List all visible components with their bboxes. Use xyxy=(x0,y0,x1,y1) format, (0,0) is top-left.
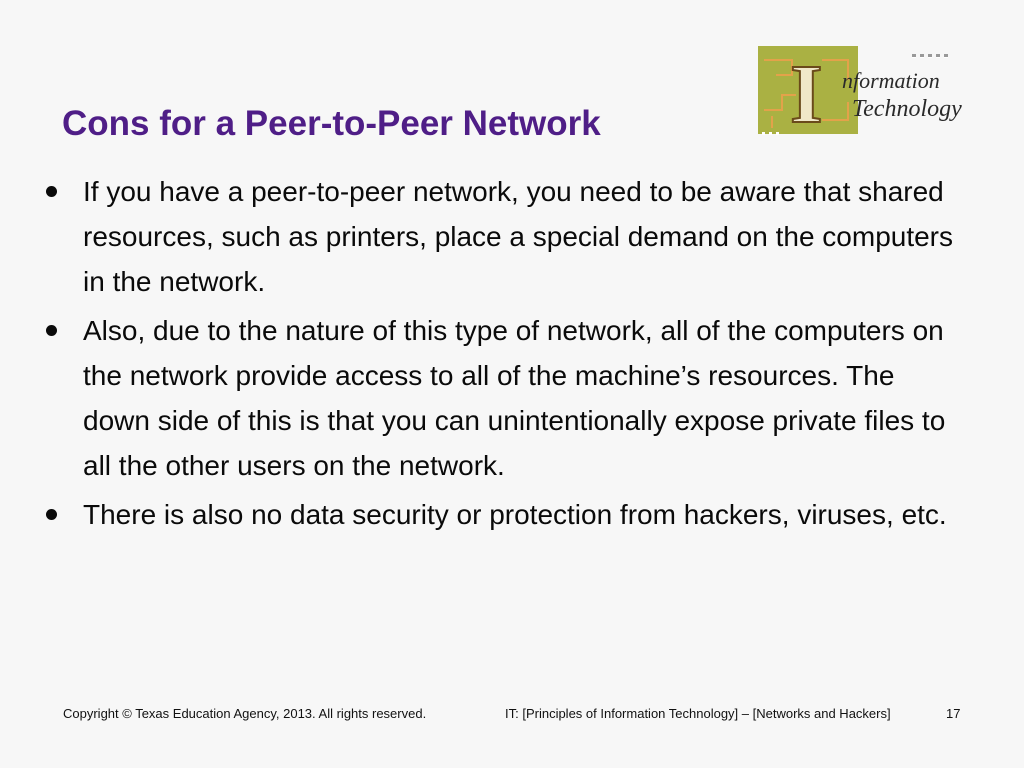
bullet-icon xyxy=(46,509,57,520)
logo-word-1: nformation xyxy=(842,68,940,93)
bullet-item xyxy=(44,169,964,304)
bullet-icon xyxy=(46,186,57,197)
slide-title: Cons for a Peer-to-Peer Network xyxy=(62,104,601,143)
bullet-item xyxy=(44,308,964,488)
bullet-text: If you have a peer-to-peer network, you need to be aware that shared resources, such as printers, place a special demand on the computers in the network. xyxy=(83,176,954,297)
information-technology-logo xyxy=(752,40,970,140)
footer-copyright: Copyright © Texas Education Agency, 2013. All rights reserved. xyxy=(63,706,427,721)
bullet-text: Also, due to the nature of this type of network, all of the computers on the network provide access to all of the machine’s resources. The down side of this is that you can unintentionally expose private files to all the other users on the network. xyxy=(83,315,946,481)
bullet-list xyxy=(44,169,964,541)
logo-word-2: Technology xyxy=(852,96,962,122)
circuit-dots-gray xyxy=(912,54,948,57)
bullet-text: There is also no data security or protection from hackers, viruses, etc. xyxy=(83,499,947,530)
logo-letter: I xyxy=(790,48,823,140)
bullet-item xyxy=(44,492,964,537)
footer-course: IT: [Principles of Information Technology] – [Networks and Hackers] xyxy=(505,706,891,721)
bullet-icon xyxy=(46,325,57,336)
page-number: 17 xyxy=(946,706,961,721)
